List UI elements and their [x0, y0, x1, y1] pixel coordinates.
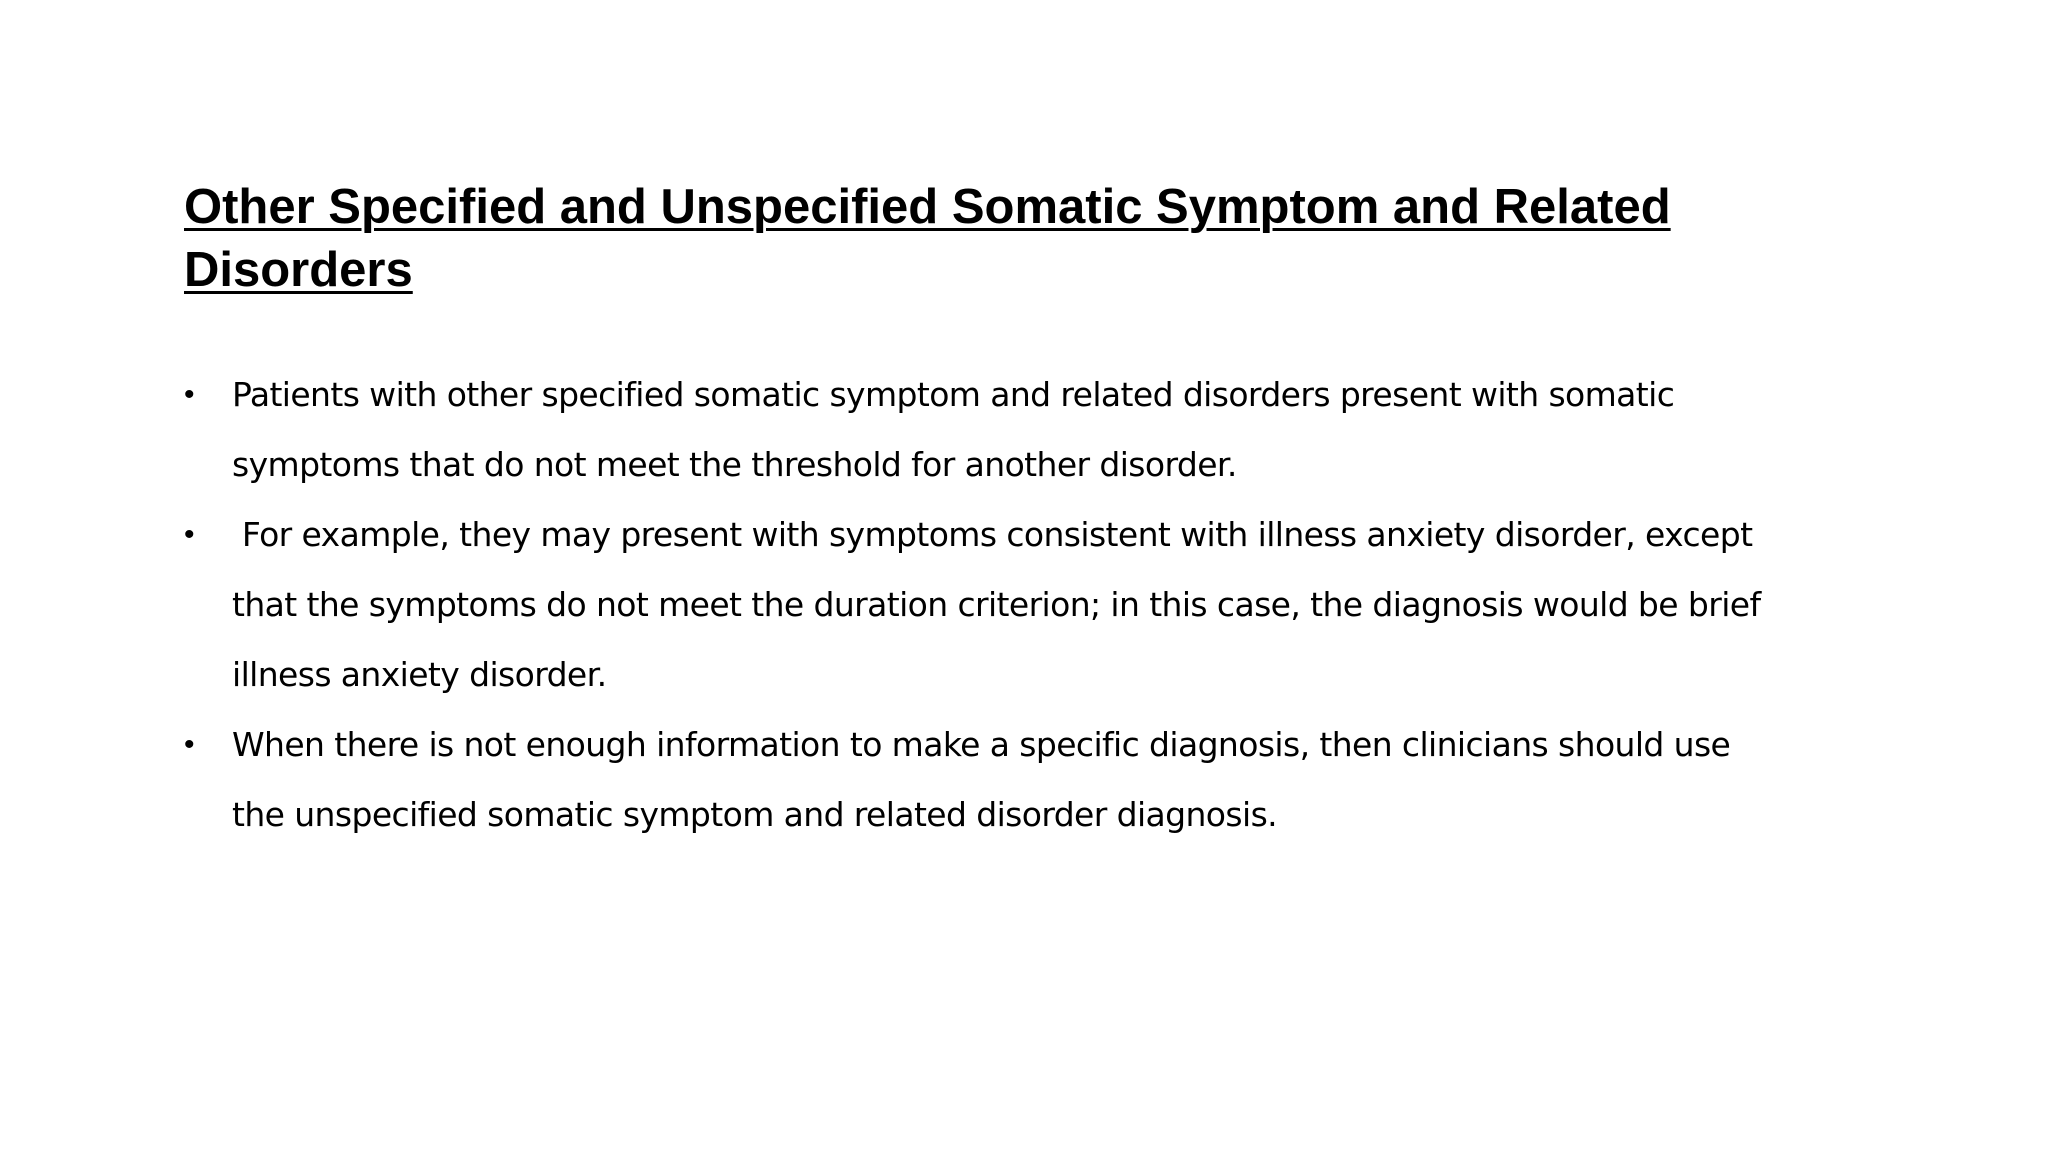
slide-title: Other Specified and Unspecified Somatic Symptom and Related Disorders [184, 180, 1671, 297]
bullet-text: Patients with other specified somatic symptom and related disorders present with somatic symptoms that do not meet the threshold for another disorder. [232, 375, 1685, 484]
bullet-item [184, 360, 1764, 500]
bullet-list [184, 360, 1771, 850]
bullet-marker: • [184, 728, 195, 761]
bullet-text: For example, they may present with symptoms consistent with illness anxiety disorder, except that the symptoms do not meet the duration criterion; in this case, the diagnosis would be brief illness anxiety disorder. [232, 515, 1771, 694]
bullet-item [184, 710, 1764, 850]
bullet-marker: • [184, 378, 195, 411]
bullet-text: When there is not enough information to make a specific diagnosis, then clinicians should use the unspecified somatic symptom and related disorder diagnosis. [232, 725, 1741, 834]
bullet-item [184, 500, 1771, 710]
bullet-marker: • [184, 518, 195, 551]
